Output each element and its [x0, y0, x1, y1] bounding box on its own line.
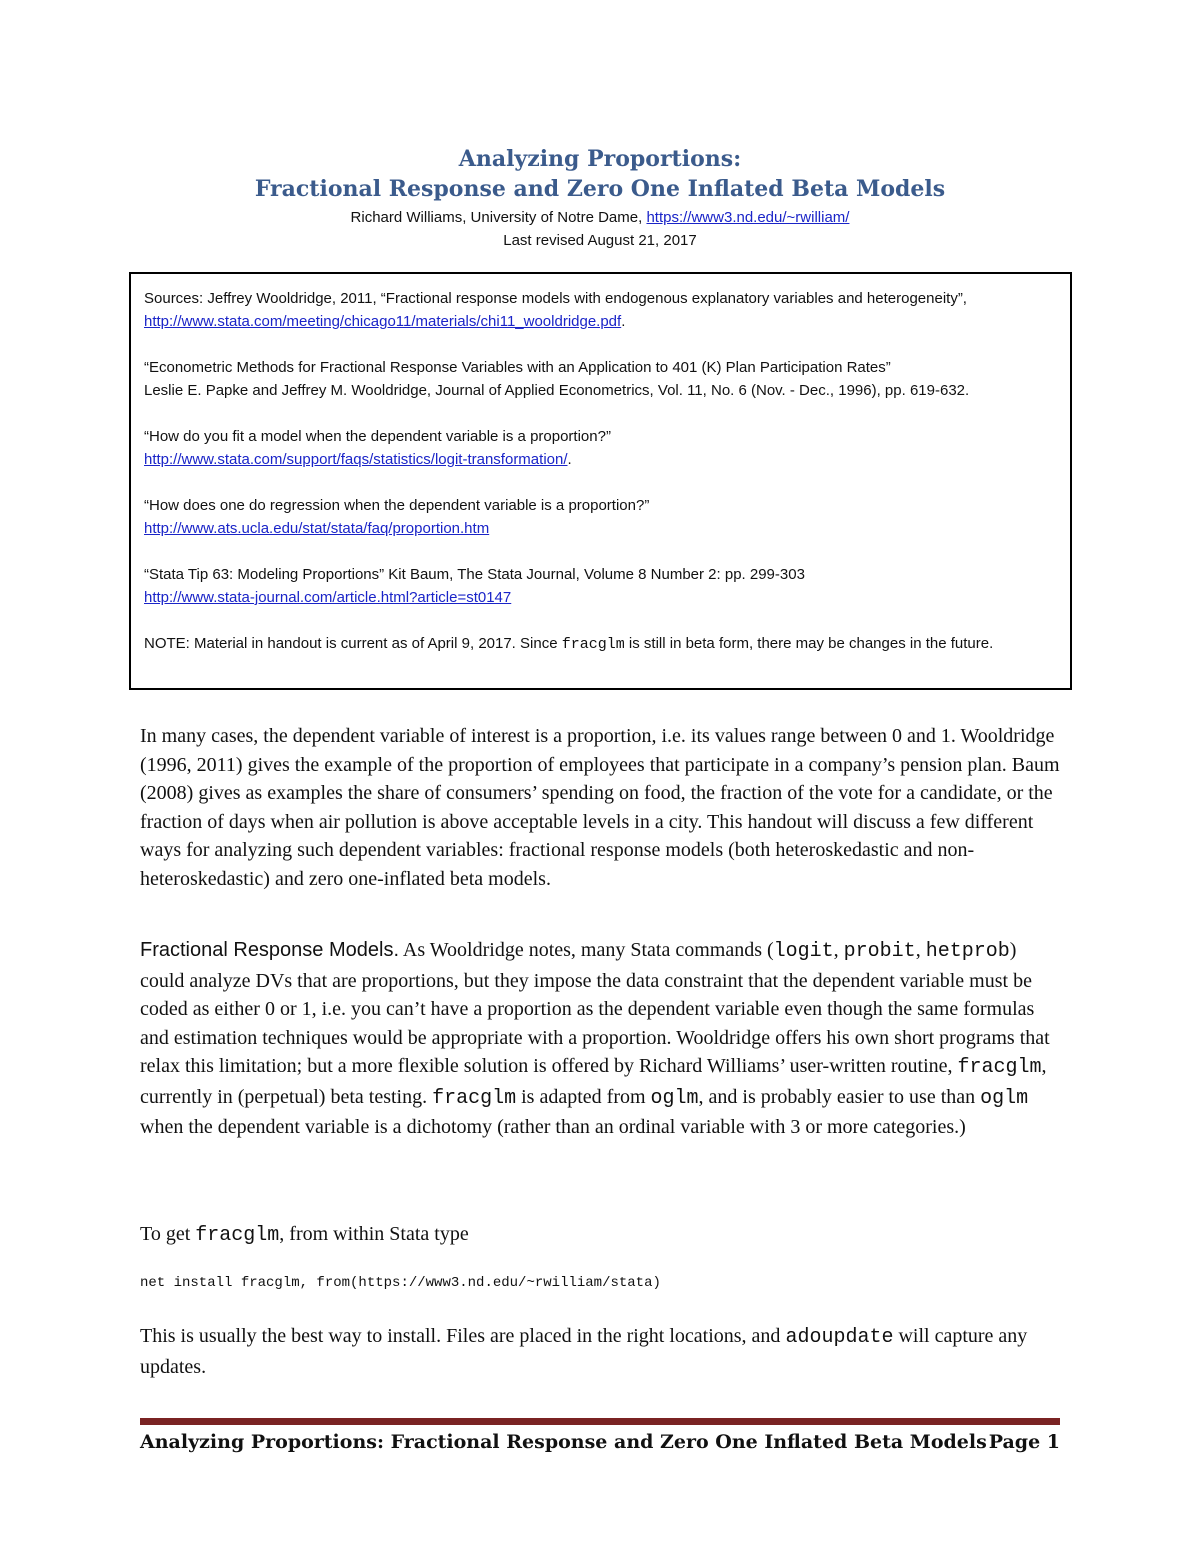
- p4-text-b: will capture any updates.: [140, 1325, 1028, 1378]
- source-2-line2: Leslie E. Papke and Jeffrey M. Wooldridge, Journal of Applied Econometrics, Vol. 11, No. 6 (Nov. - Dec., 1996), pp. 619-632.: [144, 382, 970, 399]
- source-5-link[interactable]: http://www.stata-journal.com/article.html?article=st0147: [144, 589, 512, 606]
- p4-text-a: This is usually the best way to install. Files are placed in the right locations, and: [140, 1325, 786, 1347]
- author-url-link[interactable]: https://www3.nd.edu/~rwilliam/: [646, 209, 850, 226]
- code-hetprob: hetprob: [925, 940, 1010, 963]
- source-4-link[interactable]: http://www.ats.ucla.edu/stat/stata/faq/proportion.htm: [144, 520, 490, 537]
- code-oglm-2: oglm: [980, 1086, 1029, 1110]
- source-5-text: “Stata Tip 63: Modeling Proportions” Kit Baum, The Stata Journal, Volume 8 Number 2: pp. 299-303: [144, 566, 805, 583]
- source-4-text: “How does one do regression when the dependent variable is a proportion?”: [144, 497, 650, 514]
- code-probit: probit: [843, 940, 916, 963]
- source-1-link[interactable]: http://www.stata.com/meeting/chicago11/materials/chi11_wooldridge.pdf: [144, 313, 622, 330]
- p2-text-f: is adapted from: [516, 1085, 651, 1108]
- source-3-link[interactable]: http://www.stata.com/support/faqs/statistics/logit-transformation/: [144, 451, 568, 468]
- source-2-line1: “Econometric Methods for Fractional Response Variables with an Application to 401 (K) Plan Participation Rates”: [144, 359, 891, 376]
- intro-paragraph: In many cases, the dependent variable of interest is a proportion, i.e. its values range between 0 and 1. Wooldridge (1996, 2011) gives the example of the proportion of employees that participate in a company’s pension plan. Baum (2008) gives as examples the share of consumers’ spending on food, the fraction of the vote for a candidate, or the fraction of days when air pollution is above acceptable levels in a city. This handout will discuss a few different ways for analyzing such dependent variables: fractional response models (both heteroskedastic and non-heteroskedastic) and zero one-inflated beta models.: [140, 725, 1060, 890]
- install-command: net install fracglm, from(https://www3.nd.edu/~rwilliam/stata): [140, 1275, 661, 1291]
- p2-text-a: As Wooldridge notes, many Stata commands (: [399, 939, 774, 961]
- note-pre: NOTE: Material in handout is current as of April 9, 2017. Since: [144, 635, 562, 652]
- source-3-text: “How do you fit a model when the dependent variable is a proportion?”: [144, 428, 611, 445]
- document-title-line1: Analyzing Proportions:: [458, 146, 742, 172]
- source-5: [144, 563, 1058, 609]
- p2-text-b: ,: [833, 939, 844, 961]
- p2-text-e: , currently in (perpetual) beta testing.: [140, 1055, 1047, 1108]
- footer-title: Analyzing Proportions: Fractional Response and Zero One Inflated Beta Models: [140, 1431, 987, 1453]
- code-adoupdate: adoupdate: [785, 1326, 894, 1349]
- source-3-end: .: [567, 451, 572, 468]
- p3-text-b: , from within Stata type: [279, 1223, 469, 1245]
- p3-text-a: To get: [140, 1223, 196, 1245]
- code-oglm: oglm: [650, 1086, 699, 1110]
- p2-text-c: ,: [915, 939, 926, 961]
- source-3: [144, 425, 1058, 471]
- note: [144, 632, 1058, 656]
- note-post: is still in beta form, there may be changes in the future.: [624, 635, 994, 652]
- source-1-end: .: [621, 313, 626, 330]
- document-title-line2: Fractional Response and Zero One Inflated Beta Models: [254, 176, 946, 202]
- code-fracglm-2: fracglm: [432, 1086, 517, 1110]
- fractional-response-paragraph: [140, 936, 1060, 1142]
- code-fracglm: fracglm: [957, 1056, 1042, 1079]
- page-number: Page 1: [988, 1431, 1060, 1453]
- install-intro-paragraph: [140, 1220, 1060, 1251]
- sources-box: [129, 272, 1072, 690]
- code-logit: logit: [773, 940, 834, 963]
- revision-date: Last revised August 21, 2017: [503, 232, 697, 249]
- footer-divider: [140, 1418, 1060, 1425]
- code-fracglm-3: fracglm: [195, 1224, 280, 1247]
- p2-text-g: , and is probably easier to use than: [698, 1085, 981, 1108]
- source-1: [144, 287, 1058, 333]
- author-text: Richard Williams, University of Notre Dame,: [350, 209, 647, 226]
- p2-text-d: ) could analyze DVs that are proportions, but they impose the data constraint that the dependent variable must be coded as either 0 or 1, i.e. you can’t have a proportion as the dependent variable even though the same formulas and estimation techniques would be appropriate with a proportion. Wooldridge offers his own short programs that relax this limitation; but a more flexible solution is offered by Richard Williams’ user-written routine,: [140, 939, 1050, 1077]
- source-4: [144, 494, 1058, 540]
- note-code: fracglm: [561, 636, 625, 653]
- author-line: [0, 209, 1200, 226]
- section-heading-fractional-response: Fractional Response Models.: [140, 939, 400, 961]
- source-1-text: Sources: Jeffrey Wooldridge, 2011, “Fractional response models with endogenous explanatory variables and heterogeneity”,: [144, 290, 967, 307]
- install-note-paragraph: [140, 1322, 1060, 1381]
- p2-text-h: when the dependent variable is a dichotomy (rather than an ordinal variable with 3 or more categories.): [140, 1116, 966, 1138]
- source-2: [144, 356, 1058, 402]
